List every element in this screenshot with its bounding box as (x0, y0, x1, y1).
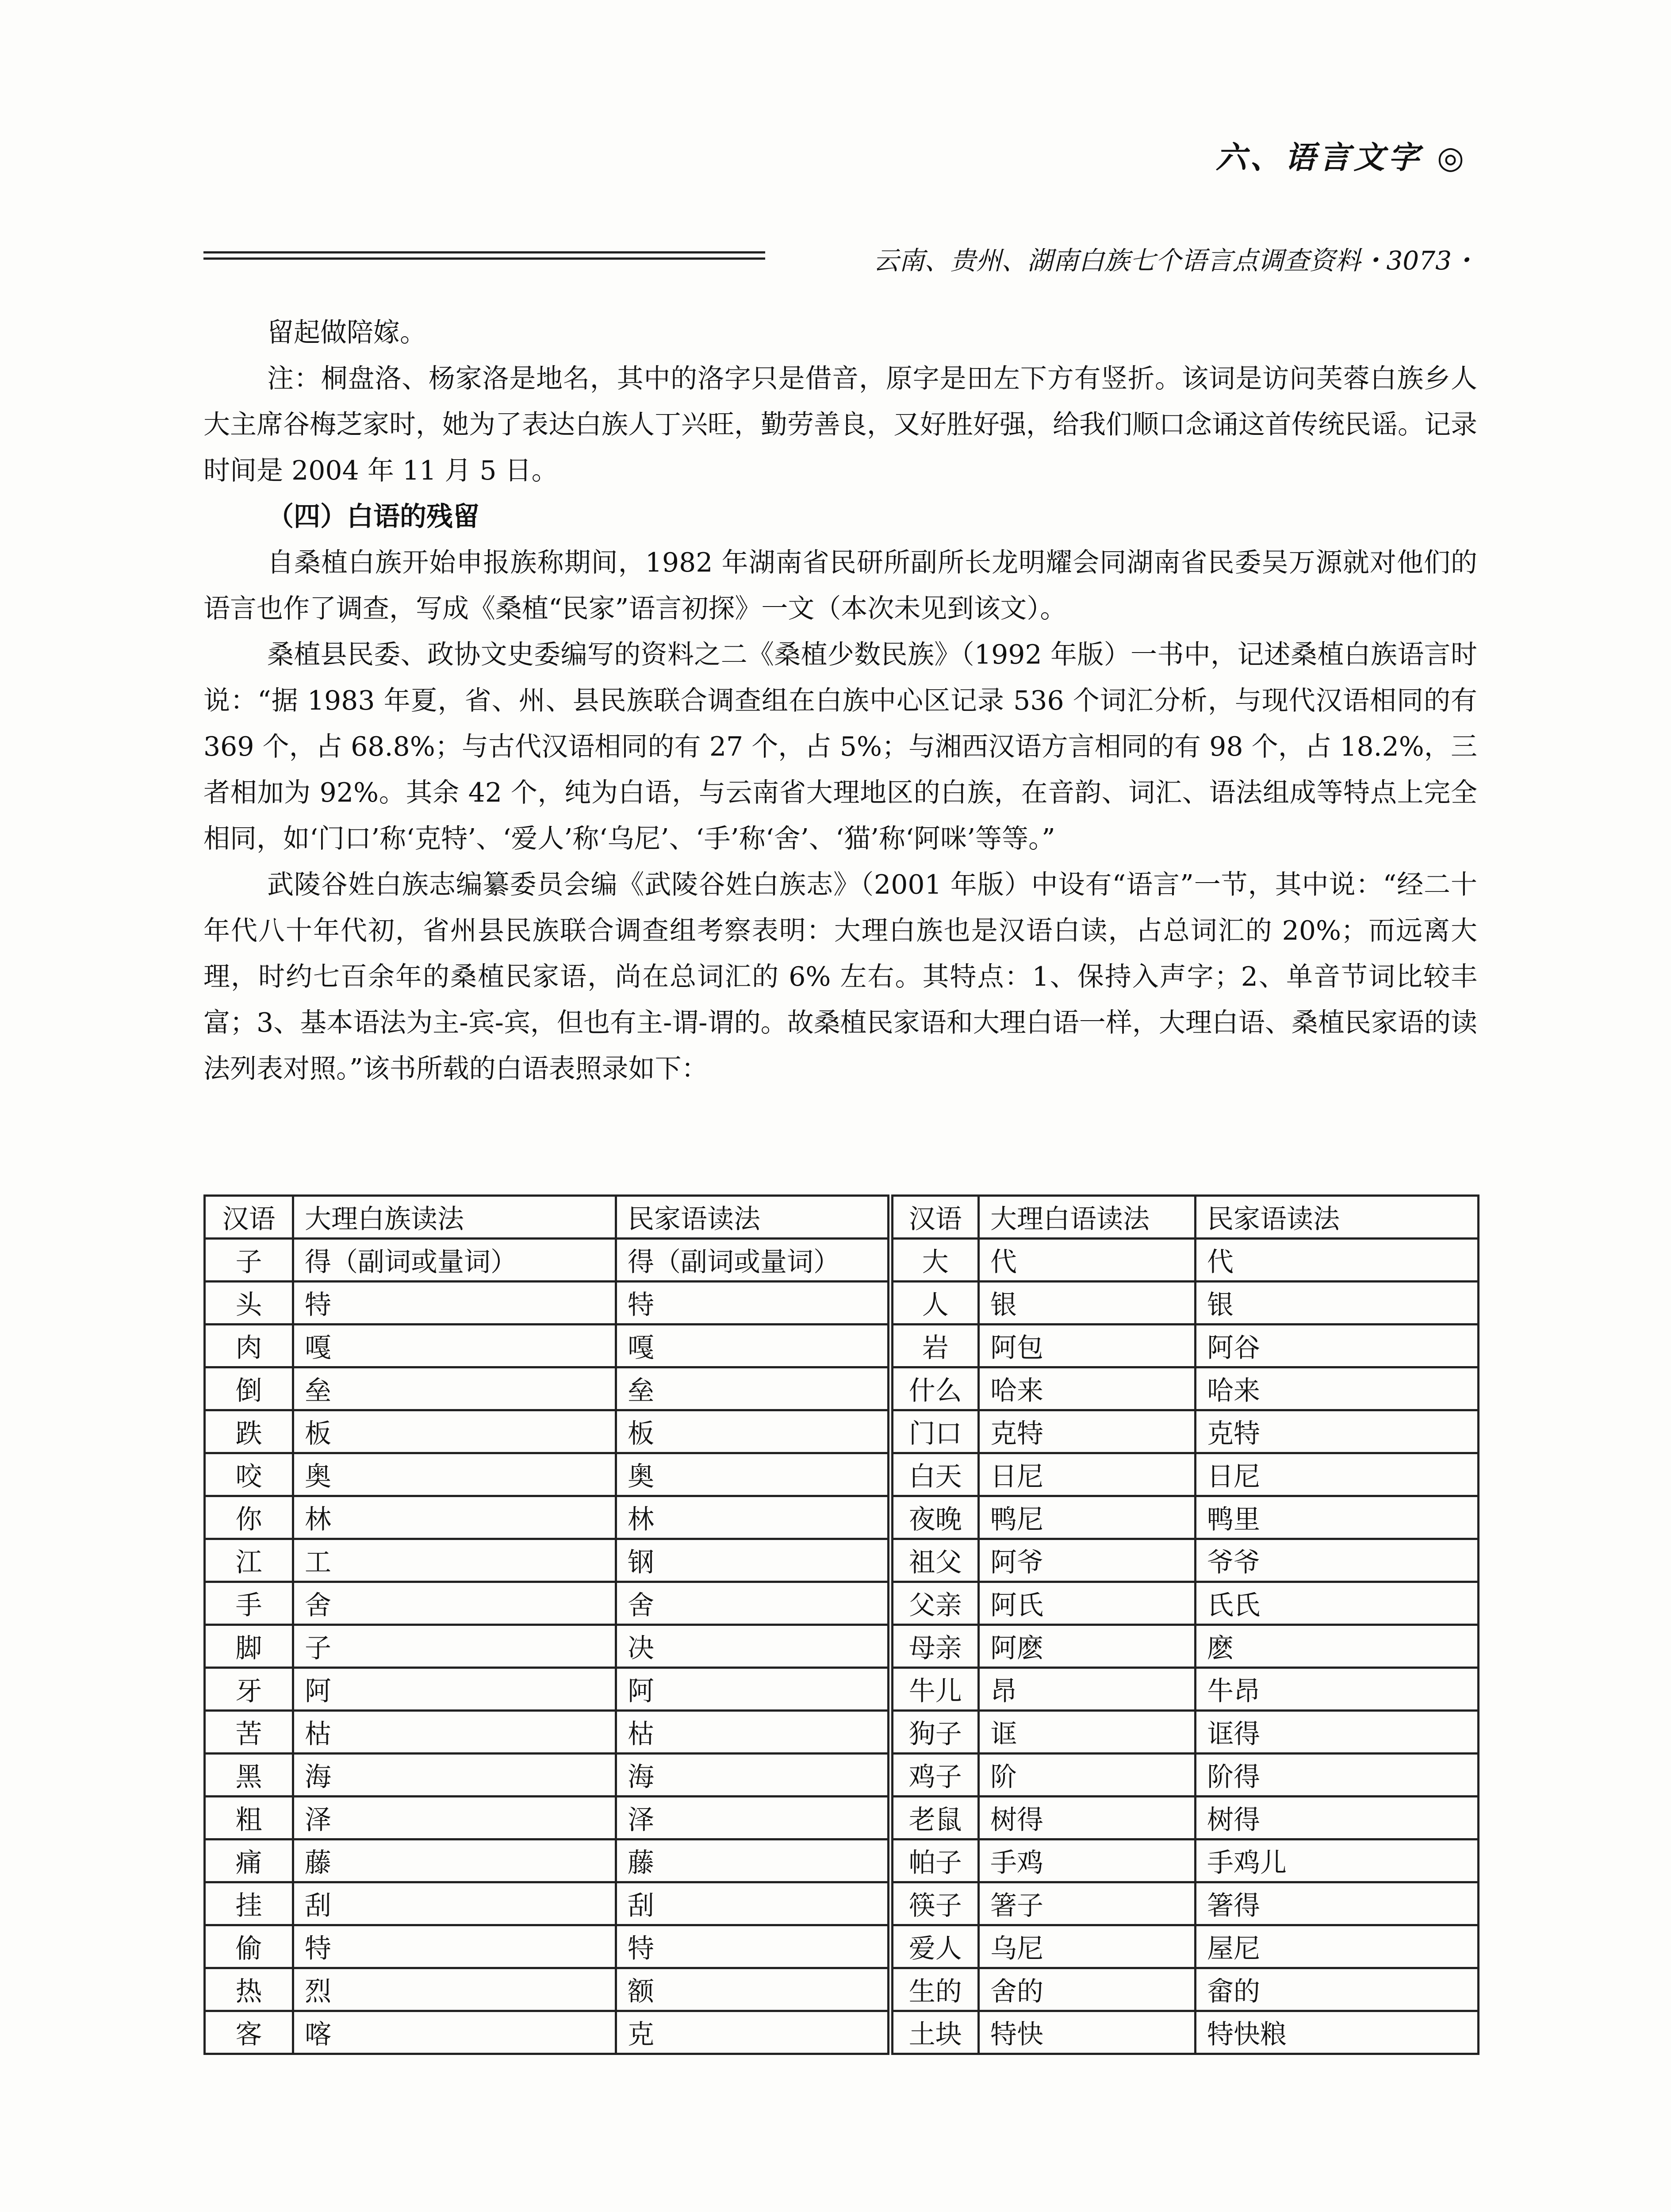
table-cell: 特快粮 (1196, 2011, 1479, 2054)
table-cell: 特 (616, 1925, 890, 1968)
table-cell: 决 (616, 1625, 890, 1668)
table-cell: 泽 (293, 1797, 616, 1839)
table-row (205, 1797, 1479, 1839)
table-cell: 屋尼 (1196, 1925, 1479, 1968)
table-cell: 刮 (616, 1882, 890, 1925)
table-cell: 昂 (979, 1668, 1196, 1711)
table-row (205, 1668, 1479, 1711)
table-cell: 阿包 (979, 1325, 1196, 1367)
table-cell: 诓 (979, 1711, 1196, 1754)
table-cell: 藤 (616, 1839, 890, 1882)
table-cell: 烈 (293, 1968, 616, 2011)
table-cell: 哈来 (979, 1367, 1196, 1410)
table-cell: 特 (616, 1282, 890, 1325)
column-header: 汉语 (205, 1196, 293, 1239)
table-cell: 诓得 (1196, 1711, 1479, 1754)
table-cell: 粗 (205, 1797, 293, 1839)
column-header: 汉语 (890, 1196, 979, 1239)
table-cell: 鸡子 (890, 1754, 979, 1797)
column-header: 民家语读法 (616, 1196, 890, 1239)
table-cell: 母亲 (890, 1625, 979, 1668)
table-cell: 奥 (616, 1453, 890, 1496)
table-cell: 帕子 (890, 1839, 979, 1882)
table-cell: 嘎 (293, 1325, 616, 1367)
table-cell: 克特 (1196, 1410, 1479, 1453)
table-cell: 手鸡 (979, 1839, 1196, 1882)
table-cell: 麽 (1196, 1625, 1479, 1668)
table-cell: 生的 (890, 1968, 979, 2011)
table-cell: 狗子 (890, 1711, 979, 1754)
table-cell: 子 (293, 1625, 616, 1668)
table-cell: 畲的 (1196, 1968, 1479, 2011)
table-cell: 特快 (979, 2011, 1196, 2054)
running-head: 云南、贵州、湖南白族七个语言点调查资料・3073・ (873, 246, 1477, 276)
table-cell: 舍 (293, 1582, 616, 1625)
table-cell: 爷爷 (1196, 1539, 1479, 1582)
table-cell: 手 (205, 1582, 293, 1625)
paragraph: 注：桐盘洛、杨家洛是地名，其中的洛字只是借音，原字是田左下方有竖折。该词是访问芙蓉白族乡人大主席谷梅芝家时，她为了表达白族人丁兴旺，勤劳善良，又好胜好强，给我们顺口念诵这首传统民谣。记录时间是 2004 年 11 月 5 日。 (203, 363, 1477, 486)
section-title: 六、语言文字 ◎ (1215, 139, 1468, 176)
table-row (205, 1968, 1479, 2011)
table-cell: 牛昂 (1196, 1668, 1479, 1711)
table-cell: 痛 (205, 1839, 293, 1882)
paragraph: 武陵谷姓白族志编纂委员会编《武陵谷姓白族志》（2001 年版）中设有“语言”一节，其中说：“经二十年代八十年代初，省州县民族联合调查组考察表明：大理白族也是汉语白读，占总词汇的 20%；而远离大理，时约七百余年的桑植民家语，尚在总词汇的 6% 左右。其特点：1、保持入声字；2、单音节词比较丰富；3、基本语法为主-宾-宾，但也有主-谓-谓的。故桑植民家语和大理白语一样，大理白语、桑植民家语的读法列表对照。”该书所载的白语表照录如下： (203, 869, 1477, 1084)
table-cell: 箸子 (979, 1882, 1196, 1925)
table-cell: 工 (293, 1539, 616, 1582)
table-row (205, 1582, 1479, 1625)
double-rule (203, 251, 765, 264)
table-row (205, 1754, 1479, 1797)
table-row (205, 1496, 1479, 1539)
table-cell: 阶得 (1196, 1754, 1479, 1797)
table-cell: 额 (616, 1968, 890, 2011)
table-cell: 咬 (205, 1453, 293, 1496)
table-cell: 黑 (205, 1754, 293, 1797)
table-cell: 树得 (979, 1797, 1196, 1839)
table-cell: 乌尼 (979, 1925, 1196, 1968)
table-cell: 门口 (890, 1410, 979, 1453)
table-cell: 夜晚 (890, 1496, 979, 1539)
table-cell: 跌 (205, 1410, 293, 1453)
table-cell: 喀 (293, 2011, 616, 2054)
table-header-row (205, 1196, 1479, 1239)
table-body (205, 1239, 1479, 2054)
table-cell: 挂 (205, 1882, 293, 1925)
table-cell: 特 (293, 1282, 616, 1325)
table-cell: 嘎 (616, 1325, 890, 1367)
table-cell: 特 (293, 1925, 616, 1968)
table-cell: 奥 (293, 1453, 616, 1496)
table-row (205, 1711, 1479, 1754)
table-cell: 牙 (205, 1668, 293, 1711)
table-cell: 刮 (293, 1882, 616, 1925)
paragraph: 留起做陪嫁。 (267, 317, 426, 348)
table-cell: 克 (616, 2011, 890, 2054)
table-cell: 牛儿 (890, 1668, 979, 1711)
table-cell: 阿麽 (979, 1625, 1196, 1668)
table-cell: 代 (979, 1239, 1196, 1282)
table-cell: 江 (205, 1539, 293, 1582)
table-cell: 土块 (890, 2011, 979, 2054)
table-cell: 客 (205, 2011, 293, 2054)
table-cell: 枯 (293, 1711, 616, 1754)
table-cell: 阿 (616, 1668, 890, 1711)
table-cell: 日尼 (1196, 1453, 1479, 1496)
table-cell: 日尼 (979, 1453, 1196, 1496)
table-row (205, 1239, 1479, 1282)
table-cell: 海 (616, 1754, 890, 1797)
table-row (205, 1325, 1479, 1367)
table-cell: 板 (616, 1410, 890, 1453)
table-cell: 手鸡儿 (1196, 1839, 1479, 1882)
table-cell: 白天 (890, 1453, 979, 1496)
table-row (205, 2011, 1479, 2054)
table-cell: 海 (293, 1754, 616, 1797)
table-row (205, 1539, 1479, 1582)
table-row (205, 1925, 1479, 1968)
table-cell: 枯 (616, 1711, 890, 1754)
table-cell: 鸭尼 (979, 1496, 1196, 1539)
table-row (205, 1453, 1479, 1496)
table-cell: 钢 (616, 1539, 890, 1582)
table-cell: 克特 (979, 1410, 1196, 1453)
table-cell: 板 (293, 1410, 616, 1453)
table-cell: 得（副词或量词） (616, 1239, 890, 1282)
table-row (205, 1882, 1479, 1925)
table-cell: 阿 (293, 1668, 616, 1711)
table-cell: 垒 (293, 1367, 616, 1410)
table-cell: 肉 (205, 1325, 293, 1367)
table-cell: 父亲 (890, 1582, 979, 1625)
table-cell: 林 (293, 1496, 616, 1539)
table-cell: 代 (1196, 1239, 1479, 1282)
table-cell: 你 (205, 1496, 293, 1539)
table-cell: 热 (205, 1968, 293, 2011)
paragraph: 自桑植白族开始申报族称期间，1982 年湖南省民研所副所长龙明耀会同湖南省民委吴万源就对他们的语言也作了调查，写成《桑植“民家”语言初探》一文（本次未见到该文）。 (203, 547, 1477, 624)
body-text (203, 310, 1477, 1092)
paragraph: 桑植县民委、政协文史委编写的资料之二《桑植少数民族》（1992 年版）一书中，记述桑植白族语言时说：“据 1983 年夏，省、州、县民族联合调查组在白族中心区记录 536 个词汇分析，与现代汉语相同的有 369 个，占 68.8%；与古代汉语相同的有 27 个，占 5%；与湘西汉语方言相同的有 98 个，占 18.2%，三者相加为 92%。其余 42 个，纯为白语，与云南省大理地区的白族，在音韵、词汇、语法组成等特点上完全相同，如‘门口’称‘克特’、‘爱人’称‘乌尼’、‘手’称‘舍’、‘猫’称‘阿咪’等等。” (203, 639, 1477, 854)
table-cell: 阿爷 (979, 1539, 1196, 1582)
table-cell: 泽 (616, 1797, 890, 1839)
table-cell: 头 (205, 1282, 293, 1325)
subheading: （四）白语的残留 (267, 501, 479, 532)
table-cell: 鸭里 (1196, 1496, 1479, 1539)
table-cell: 大 (890, 1239, 979, 1282)
table-cell: 祖父 (890, 1539, 979, 1582)
table-cell: 氏氏 (1196, 1582, 1479, 1625)
table-cell: 舍的 (979, 1968, 1196, 2011)
table-cell: 倒 (205, 1367, 293, 1410)
table-cell: 人 (890, 1282, 979, 1325)
vocabulary-table (203, 1194, 1479, 2055)
table-cell: 脚 (205, 1625, 293, 1668)
table-row (205, 1625, 1479, 1668)
table-cell: 树得 (1196, 1797, 1479, 1839)
table-cell: 阿氏 (979, 1582, 1196, 1625)
table-row (205, 1282, 1479, 1325)
table-cell: 老鼠 (890, 1797, 979, 1839)
column-header: 民家语读法 (1196, 1196, 1479, 1239)
table-row (205, 1839, 1479, 1882)
table-cell: 什么 (890, 1367, 979, 1410)
table-cell: 偷 (205, 1925, 293, 1968)
column-header: 大理白语读法 (979, 1196, 1196, 1239)
table-cell: 藤 (293, 1839, 616, 1882)
table-cell: 爱人 (890, 1925, 979, 1968)
table-cell: 筷子 (890, 1882, 979, 1925)
table-cell: 岩 (890, 1325, 979, 1367)
table-cell: 得（副词或量词） (293, 1239, 616, 1282)
table-row (205, 1367, 1479, 1410)
table-cell: 阿谷 (1196, 1325, 1479, 1367)
table-cell: 箸得 (1196, 1882, 1479, 1925)
table-cell: 银 (1196, 1282, 1479, 1325)
table-row (205, 1410, 1479, 1453)
table-cell: 哈来 (1196, 1367, 1479, 1410)
table-cell: 银 (979, 1282, 1196, 1325)
running-head-bar (203, 246, 1477, 276)
table-cell: 阶 (979, 1754, 1196, 1797)
table-cell: 林 (616, 1496, 890, 1539)
column-header: 大理白族读法 (293, 1196, 616, 1239)
table-cell: 子 (205, 1239, 293, 1282)
table-cell: 苦 (205, 1711, 293, 1754)
table-cell: 垒 (616, 1367, 890, 1410)
table-cell: 舍 (616, 1582, 890, 1625)
